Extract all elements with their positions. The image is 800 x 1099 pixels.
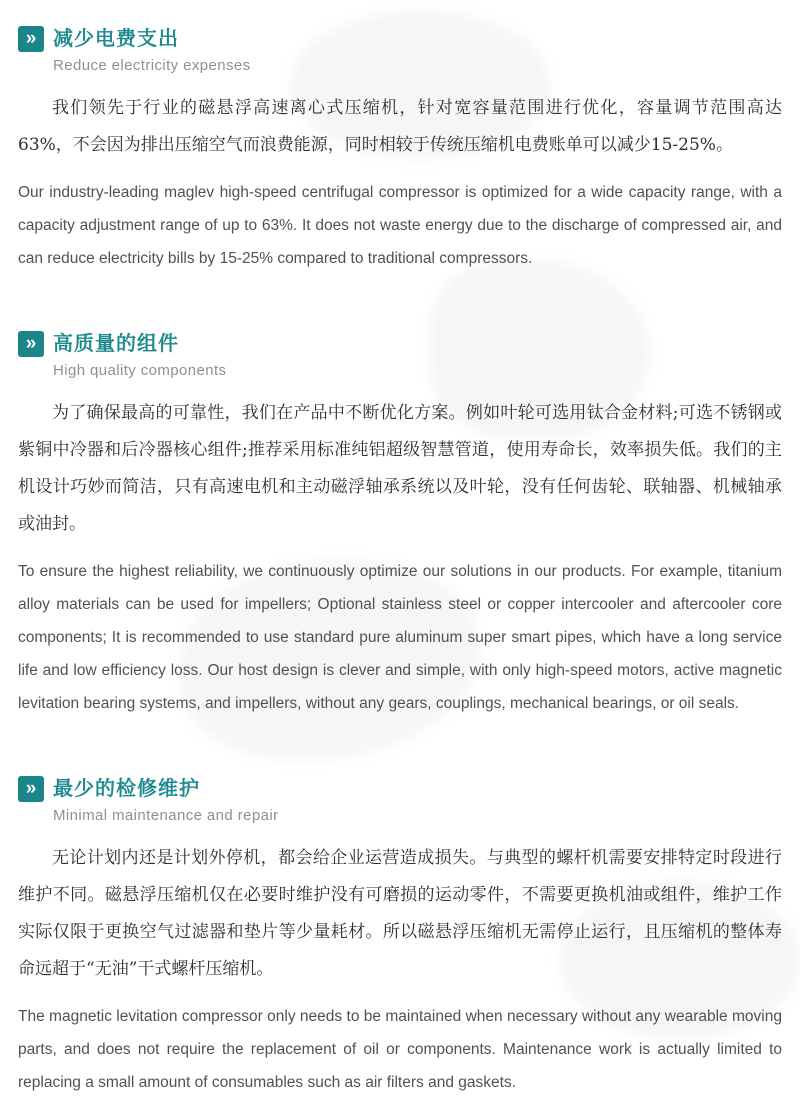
section-titles <box>53 26 251 74</box>
section-subtitle-en: High quality components <box>53 362 227 379</box>
section-subtitle-en: Reduce electricity expenses <box>53 57 251 74</box>
section-minimal-maintenance <box>18 776 782 1099</box>
double-chevron-icon: » <box>18 26 44 52</box>
section-high-quality-components <box>18 331 782 720</box>
section-subtitle-en: Minimal maintenance and repair <box>53 807 279 824</box>
section-header <box>18 331 782 379</box>
double-chevron-icon: » <box>18 331 44 357</box>
section-paragraph-en: Our industry-leading maglev high-speed centrifugal compressor is optimized for a wide capacity range, with a capacity adjustment range of up to 63%. It does not waste energy due to the discharge of compressed air, and can reduce electricity bills by 15-25% compared to traditional compressors. <box>18 184 782 267</box>
section-titles <box>53 776 278 824</box>
section-titles <box>53 331 226 379</box>
section-title-cn: 减少电费支出 <box>53 28 179 50</box>
section-paragraph-en: To ensure the highest reliability, we continuously optimize our solutions in our products. For example, titanium alloy materials can be used for impellers; Optional stainless steel or copper intercooler and aftercooler core components; It is recommended to use standard pure aluminum super smart pipes, which have a long service life and low efficiency loss. Our host design is clever and simple, with only high-speed motors, active magnetic levitation bearing systems, and impellers, without any gears, couplings, mechanical bearings, or oil seals. <box>18 563 782 712</box>
section-title-cn: 高质量的组件 <box>53 333 179 355</box>
section-paragraph-en: The magnetic levitation compressor only needs to be maintained when necessary without any wearable moving parts, and does not require the replacement of oil or components. Maintenance work is actually limited to replacing a small amount of consumables such as air filters and gaskets. <box>18 1008 782 1091</box>
section-reduce-electricity-expenses <box>18 26 782 275</box>
section-paragraph-cn: 我们领先于行业的磁悬浮高速离心式压缩机，针对宽容量范围进行优化，容量调节范围高达63%，不会因为排出压缩空气而浪费能源，同时相较于传统压缩机电费账单可以减少15-25%。 <box>18 98 782 155</box>
section-title-cn: 最少的检修维护 <box>53 778 200 800</box>
section-paragraph-cn: 为了确保最高的可靠性，我们在产品中不断优化方案。例如叶轮可选用钛合金材料;可选不锈钢或紫铜中冷器和后冷器核心组件;推荐采用标准纯铝超级智慧管道，使用寿命长，效率损失低。我们的主机设计巧妙而简洁，只有高速电机和主动磁浮轴承系统以及叶轮，没有任何齿轮、联轴器、机械轴承或油封。 <box>18 403 782 534</box>
double-chevron-icon: » <box>18 776 44 802</box>
section-header <box>18 26 782 74</box>
section-paragraph-cn: 无论计划内还是计划外停机，都会给企业运营造成损失。与典型的螺杆机需要安排特定时段进行维护不同。磁悬浮压缩机仅在必要时维护没有可磨损的运动零件，不需要更换机油或组件，维护工作实际仅限于更换空气过滤器和垫片等少量耗材。所以磁悬浮压缩机无需停止运行，且压缩机的整体寿命远超于“无油”干式螺杆压缩机。 <box>18 848 782 979</box>
section-header <box>18 776 782 824</box>
